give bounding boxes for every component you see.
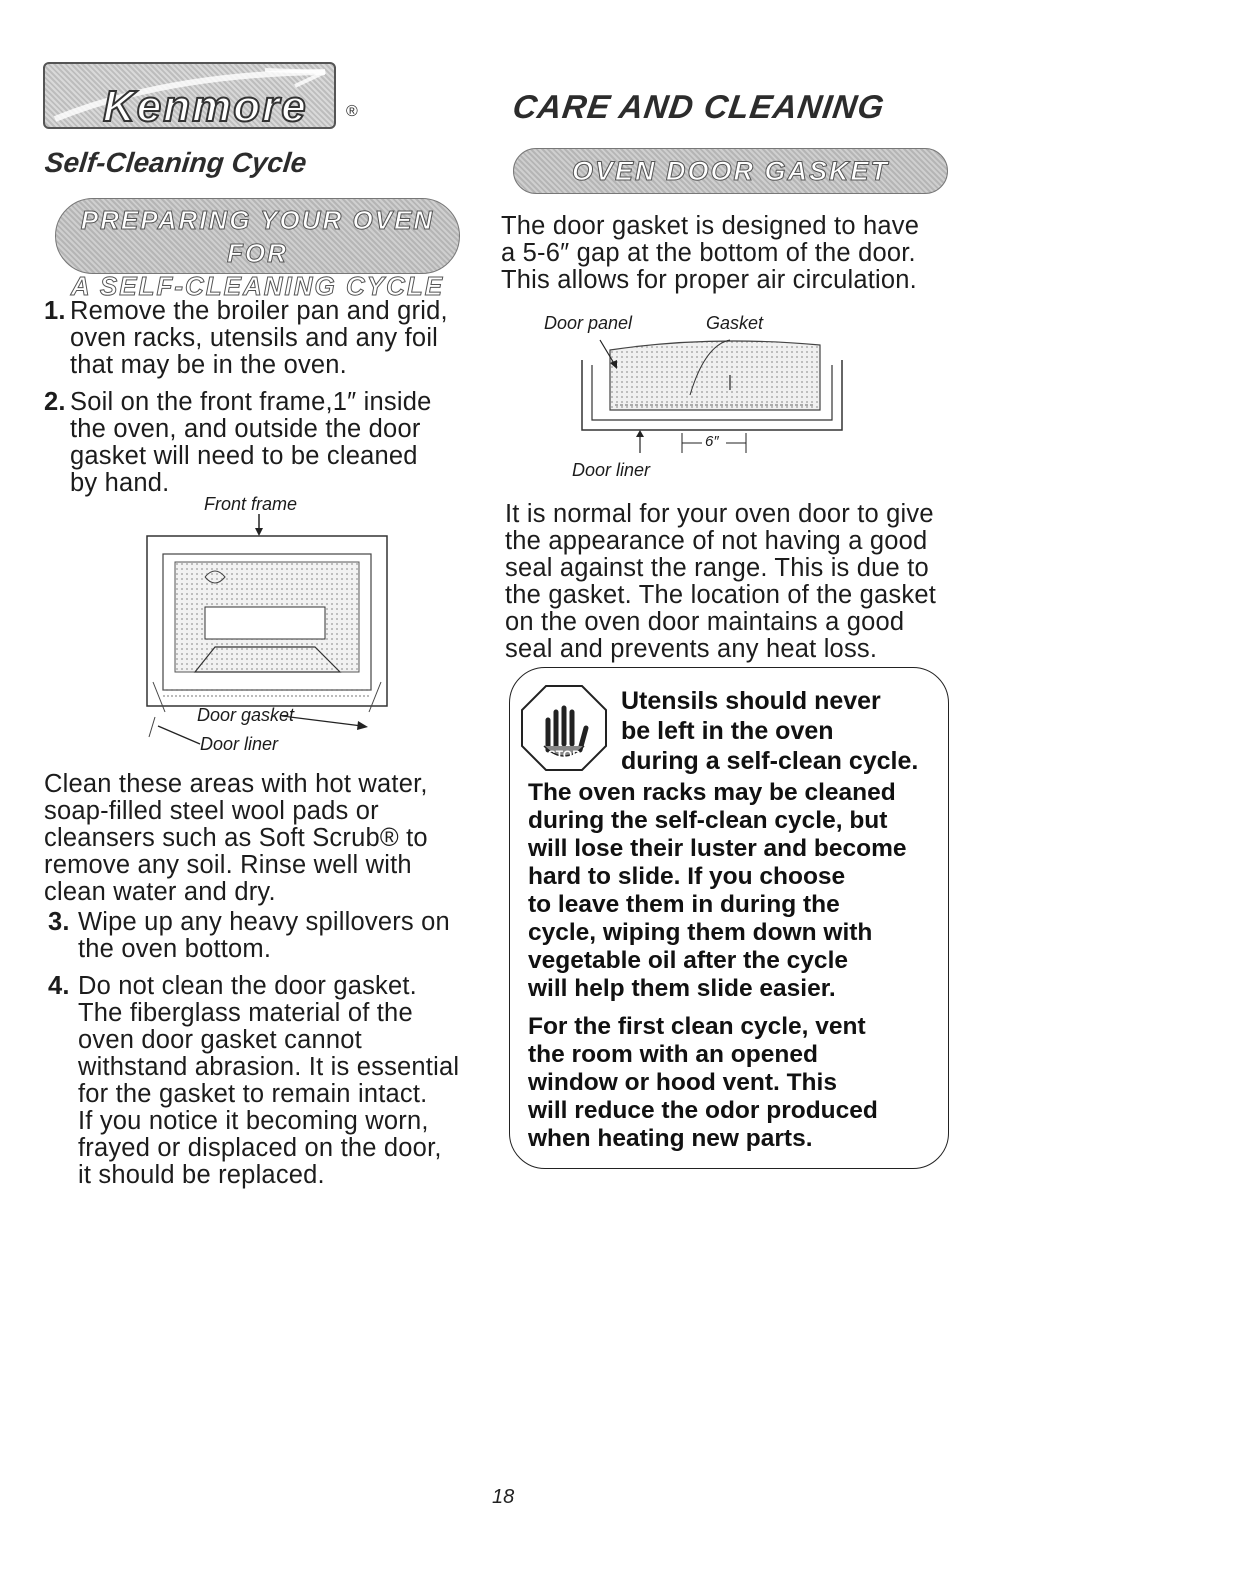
registered-mark: ® (346, 103, 358, 120)
gasket-intro: The door gasket is designed to have a 5-6″ gap at the bottom of the door. This allows for proper air circulation. (501, 212, 920, 294)
door-liner-label-right: Door liner (572, 460, 651, 480)
stop-hand-icon (520, 684, 608, 772)
arrow-icon (282, 712, 372, 742)
prep-list (44, 298, 464, 497)
list-item: 1. Remove the broiler pan and grid, oven racks, utensils and any foil that may be in the oven. (44, 297, 448, 379)
clean-paragraph: Clean these areas with hot water, soap-filled steel wool pads or cleansers such as Soft Scrub® to remove any soil. Rinse well with clean water and dry. (44, 770, 428, 906)
section-heading: Self-Cleaning Cycle (43, 147, 309, 178)
gasket-label: Gasket (706, 313, 764, 333)
list-item: 3. Wipe up any heavy spillovers on the oven bottom. (48, 908, 450, 963)
page-title: CARE AND CLEANING (510, 88, 888, 125)
kenmore-logo (43, 62, 336, 129)
normal-paragraph: It is normal for your oven door to give the appearance of not having a good seal against the range. This is due to the gasket. The location of the gasket on the oven door maintains a good seal and prevents any heat loss. (505, 500, 936, 663)
banner-line: PREPARING YOUR OVEN FOR (80, 205, 435, 268)
list-item: 4. Do not clean the door gasket. The fiberglass material of the oven door gasket cannot withstand abrasion. It is essential for the gasket to remain intact. If you notice it becoming worn, frayed or displaced on the door, it should be replaced. (48, 972, 460, 1189)
cleaning-list (48, 909, 473, 1189)
gap-label: 6″ (705, 433, 719, 450)
front-frame-label: Front frame (204, 494, 298, 514)
door-panel-label: Door panel (544, 313, 633, 333)
arrow-icon (150, 720, 202, 750)
warning-paragraph-racks: The oven racks may be cleaned during the self-clean cycle, but will lose their luster and become hard to slide. If you choose to leave them in during the cycle, wiping them down with vegetable oil after the cycle will help them slide easier. (528, 779, 907, 1002)
page-number: 18 (492, 1486, 515, 1508)
preparing-banner (55, 198, 460, 301)
list-item: 2. Soil on the front frame,1″ inside the oven, and outside the door gasket will need to be cleaned by hand. (44, 388, 432, 497)
banner-line: A SELF-CLEANING CYCLE (70, 271, 445, 301)
stop-label: STOP (547, 748, 581, 762)
gasket-banner: OVEN DOOR GASKET (513, 148, 948, 194)
door-liner-label: Door liner (200, 734, 279, 754)
warning-heading: Utensils should never be left in the oven during a self-clean cycle. (621, 687, 919, 775)
logo-text: Kenmore (103, 82, 308, 131)
door-gasket-label: Door gasket (197, 705, 295, 725)
warning-paragraph-vent: For the first clean cycle, vent the room with an opened window or hood vent. This will reduce the odor produced when heating new parts. (528, 1013, 878, 1152)
